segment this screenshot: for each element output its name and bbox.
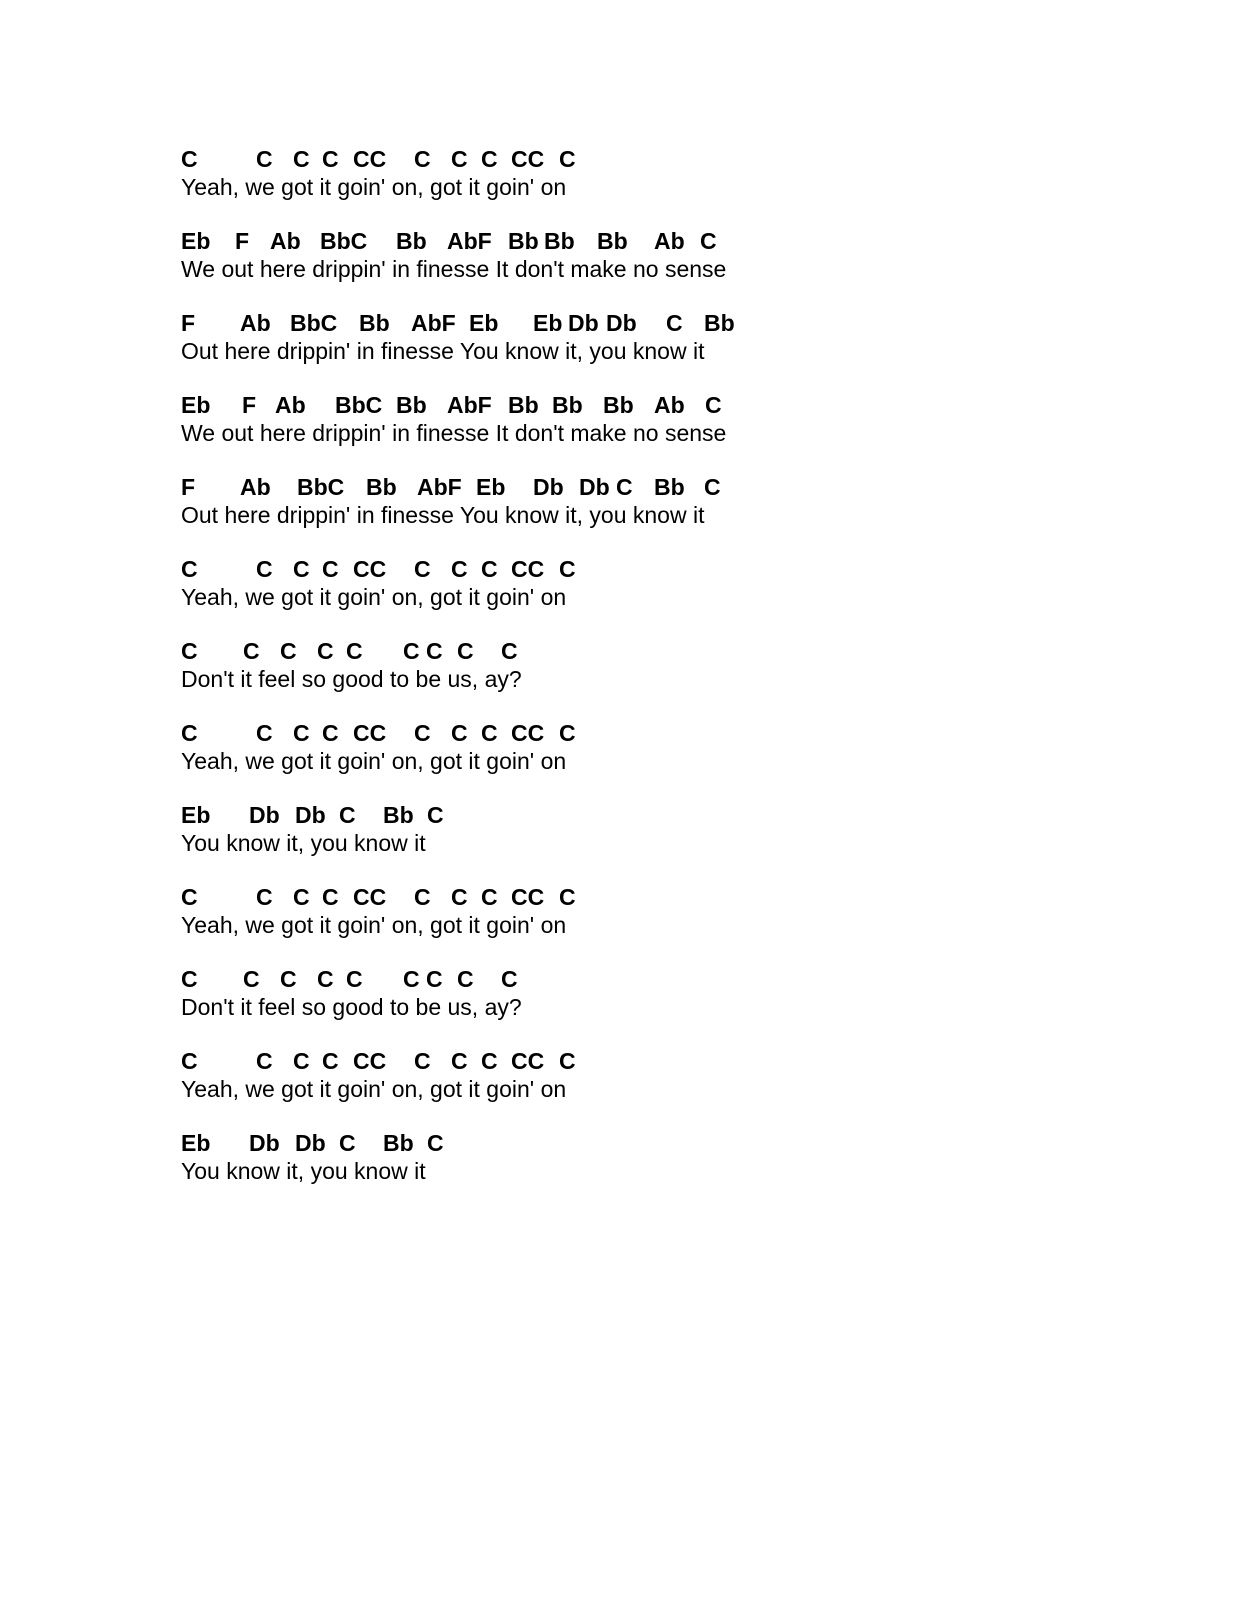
- note-label: C: [256, 884, 273, 910]
- note-label: C: [481, 720, 498, 746]
- note-label: Db: [249, 802, 280, 828]
- note-label: Ab: [270, 228, 301, 254]
- note-label: C: [481, 884, 498, 910]
- note-label: Db: [295, 1130, 326, 1156]
- note-label: C: [501, 638, 518, 664]
- note-label: Ab: [654, 228, 685, 254]
- note-label: C: [403, 638, 420, 664]
- note-label: C: [426, 638, 443, 664]
- note-label: Ab: [240, 474, 271, 500]
- note-label: CC: [511, 884, 545, 910]
- note-label: Bb: [654, 474, 685, 500]
- lyric-line: Yeah, we got it goin' on, got it goin' on: [181, 1076, 567, 1102]
- note-label: Ab: [240, 310, 271, 336]
- note-row: [0, 802, 1236, 830]
- note-label: C: [181, 638, 198, 664]
- note-label: C: [181, 966, 198, 992]
- note-label: C: [280, 966, 297, 992]
- note-label: C: [293, 720, 310, 746]
- note-label: Eb: [476, 474, 506, 500]
- note-label: Ab: [275, 392, 306, 418]
- note-label: F: [181, 474, 196, 500]
- note-label: F: [242, 392, 257, 418]
- note-label: C: [616, 474, 633, 500]
- note-label: CC: [511, 720, 545, 746]
- note-label: C: [705, 392, 722, 418]
- lyric-line: Yeah, we got it goin' on, got it goin' on: [181, 584, 567, 610]
- note-label: C: [243, 638, 260, 664]
- lyric-line: You know it, you know it: [181, 830, 426, 856]
- stanza-4: [0, 392, 1236, 452]
- note-label: CC: [353, 556, 387, 582]
- lyric-line: Yeah, we got it goin' on, got it goin' on: [181, 748, 567, 774]
- note-label: C: [481, 1048, 498, 1074]
- note-label: C: [243, 966, 260, 992]
- note-label: C: [451, 720, 468, 746]
- stanza-11: [0, 966, 1236, 1026]
- note-label: C: [403, 966, 420, 992]
- note-label: C: [414, 146, 431, 172]
- note-label: C: [256, 720, 273, 746]
- note-label: C: [451, 1048, 468, 1074]
- note-label: C: [293, 884, 310, 910]
- note-row: [0, 392, 1236, 420]
- note-label: C: [559, 146, 576, 172]
- note-label: Db: [568, 310, 599, 336]
- note-label: C: [293, 1048, 310, 1074]
- note-label: C: [427, 1130, 444, 1156]
- note-label: Bb: [544, 228, 575, 254]
- stanza-12: [0, 1048, 1236, 1108]
- note-label: Bb: [383, 1130, 414, 1156]
- note-label: Eb: [181, 1130, 211, 1156]
- note-label: C: [181, 556, 198, 582]
- note-label: CC: [511, 146, 545, 172]
- note-label: CC: [511, 556, 545, 582]
- note-label: C: [339, 802, 356, 828]
- note-label: C: [322, 556, 339, 582]
- note-label: C: [501, 966, 518, 992]
- note-label: C: [666, 310, 683, 336]
- note-label: Eb: [181, 392, 211, 418]
- lyric-line: We out here drippin' in finesse It don't make no sense: [181, 420, 727, 446]
- lyric-line: You know it, you know it: [181, 1158, 426, 1184]
- note-label: C: [293, 556, 310, 582]
- note-label: Bb: [704, 310, 735, 336]
- stanza-7: [0, 638, 1236, 698]
- note-label: C: [181, 884, 198, 910]
- lyric-line: Out here drippin' in finesse You know it, you know it: [181, 338, 705, 364]
- note-label: C: [704, 474, 721, 500]
- note-label: C: [414, 884, 431, 910]
- stanza-8: [0, 720, 1236, 780]
- note-label: Bb: [603, 392, 634, 418]
- note-label: C: [427, 802, 444, 828]
- stanza-5: [0, 474, 1236, 534]
- lyric-line: Yeah, we got it goin' on, got it goin' on: [181, 174, 567, 200]
- note-label: F: [181, 310, 196, 336]
- stanza-1: [0, 146, 1236, 206]
- note-label: C: [256, 146, 273, 172]
- note-row: [0, 638, 1236, 666]
- note-label: Bb: [552, 392, 583, 418]
- note-label: BbC: [297, 474, 345, 500]
- note-label: Bb: [366, 474, 397, 500]
- note-label: C: [481, 146, 498, 172]
- note-label: CC: [353, 884, 387, 910]
- note-label: C: [457, 638, 474, 664]
- note-label: C: [280, 638, 297, 664]
- note-label: Eb: [469, 310, 499, 336]
- note-label: Bb: [396, 228, 427, 254]
- note-label: Eb: [533, 310, 563, 336]
- note-label: Eb: [181, 228, 211, 254]
- note-row: [0, 146, 1236, 174]
- lyric-line: Don't it feel so good to be us, ay?: [181, 994, 522, 1020]
- note-label: Db: [295, 802, 326, 828]
- note-label: C: [451, 884, 468, 910]
- stanza-13: [0, 1130, 1236, 1190]
- note-label: C: [414, 720, 431, 746]
- note-label: CC: [353, 1048, 387, 1074]
- note-label: C: [322, 1048, 339, 1074]
- note-label: Db: [249, 1130, 280, 1156]
- note-label: C: [322, 720, 339, 746]
- note-label: AbF: [417, 474, 462, 500]
- note-label: Eb: [181, 802, 211, 828]
- note-label: C: [346, 966, 363, 992]
- note-label: C: [457, 966, 474, 992]
- note-label: C: [256, 556, 273, 582]
- note-label: CC: [511, 1048, 545, 1074]
- stanza-10: [0, 884, 1236, 944]
- note-label: C: [181, 720, 198, 746]
- note-label: C: [256, 1048, 273, 1074]
- stanza-6: [0, 556, 1236, 616]
- stanza-2: [0, 228, 1236, 288]
- note-label: C: [293, 146, 310, 172]
- note-label: Db: [533, 474, 564, 500]
- note-row: [0, 310, 1236, 338]
- note-label: C: [559, 720, 576, 746]
- note-row: [0, 1130, 1236, 1158]
- note-row: [0, 228, 1236, 256]
- note-row: [0, 474, 1236, 502]
- note-label: C: [317, 966, 334, 992]
- note-row: [0, 1048, 1236, 1076]
- note-label: Bb: [359, 310, 390, 336]
- note-label: C: [339, 1130, 356, 1156]
- note-label: C: [346, 638, 363, 664]
- note-label: AbF: [447, 392, 492, 418]
- note-label: F: [235, 228, 250, 254]
- note-label: C: [414, 556, 431, 582]
- note-label: Ab: [654, 392, 685, 418]
- lyric-line: Out here drippin' in finesse You know it, you know it: [181, 502, 705, 528]
- note-label: C: [451, 556, 468, 582]
- note-label: C: [426, 966, 443, 992]
- note-label: Bb: [597, 228, 628, 254]
- lyric-line: Don't it feel so good to be us, ay?: [181, 666, 522, 692]
- note-label: C: [481, 556, 498, 582]
- note-label: BbC: [335, 392, 383, 418]
- note-label: Db: [579, 474, 610, 500]
- note-label: CC: [353, 720, 387, 746]
- note-label: C: [559, 556, 576, 582]
- note-label: BbC: [320, 228, 368, 254]
- lyric-line: We out here drippin' in finesse It don't make no sense: [181, 256, 727, 282]
- note-label: C: [322, 146, 339, 172]
- note-label: Bb: [508, 392, 539, 418]
- note-label: C: [181, 1048, 198, 1074]
- note-label: C: [414, 1048, 431, 1074]
- note-label: Bb: [508, 228, 539, 254]
- note-label: CC: [353, 146, 387, 172]
- note-label: C: [322, 884, 339, 910]
- note-label: BbC: [290, 310, 338, 336]
- note-label: AbF: [411, 310, 456, 336]
- note-label: C: [317, 638, 334, 664]
- note-row: [0, 884, 1236, 912]
- note-row: [0, 966, 1236, 994]
- lyric-line: Yeah, we got it goin' on, got it goin' on: [181, 912, 567, 938]
- note-row: [0, 556, 1236, 584]
- note-label: AbF: [447, 228, 492, 254]
- note-label: C: [559, 884, 576, 910]
- note-label: C: [700, 228, 717, 254]
- note-label: Db: [606, 310, 637, 336]
- stanza-9: [0, 802, 1236, 862]
- note-label: C: [181, 146, 198, 172]
- note-label: C: [559, 1048, 576, 1074]
- note-row: [0, 720, 1236, 748]
- note-label: Bb: [396, 392, 427, 418]
- note-label: Bb: [383, 802, 414, 828]
- stanza-3: [0, 310, 1236, 370]
- note-label: C: [451, 146, 468, 172]
